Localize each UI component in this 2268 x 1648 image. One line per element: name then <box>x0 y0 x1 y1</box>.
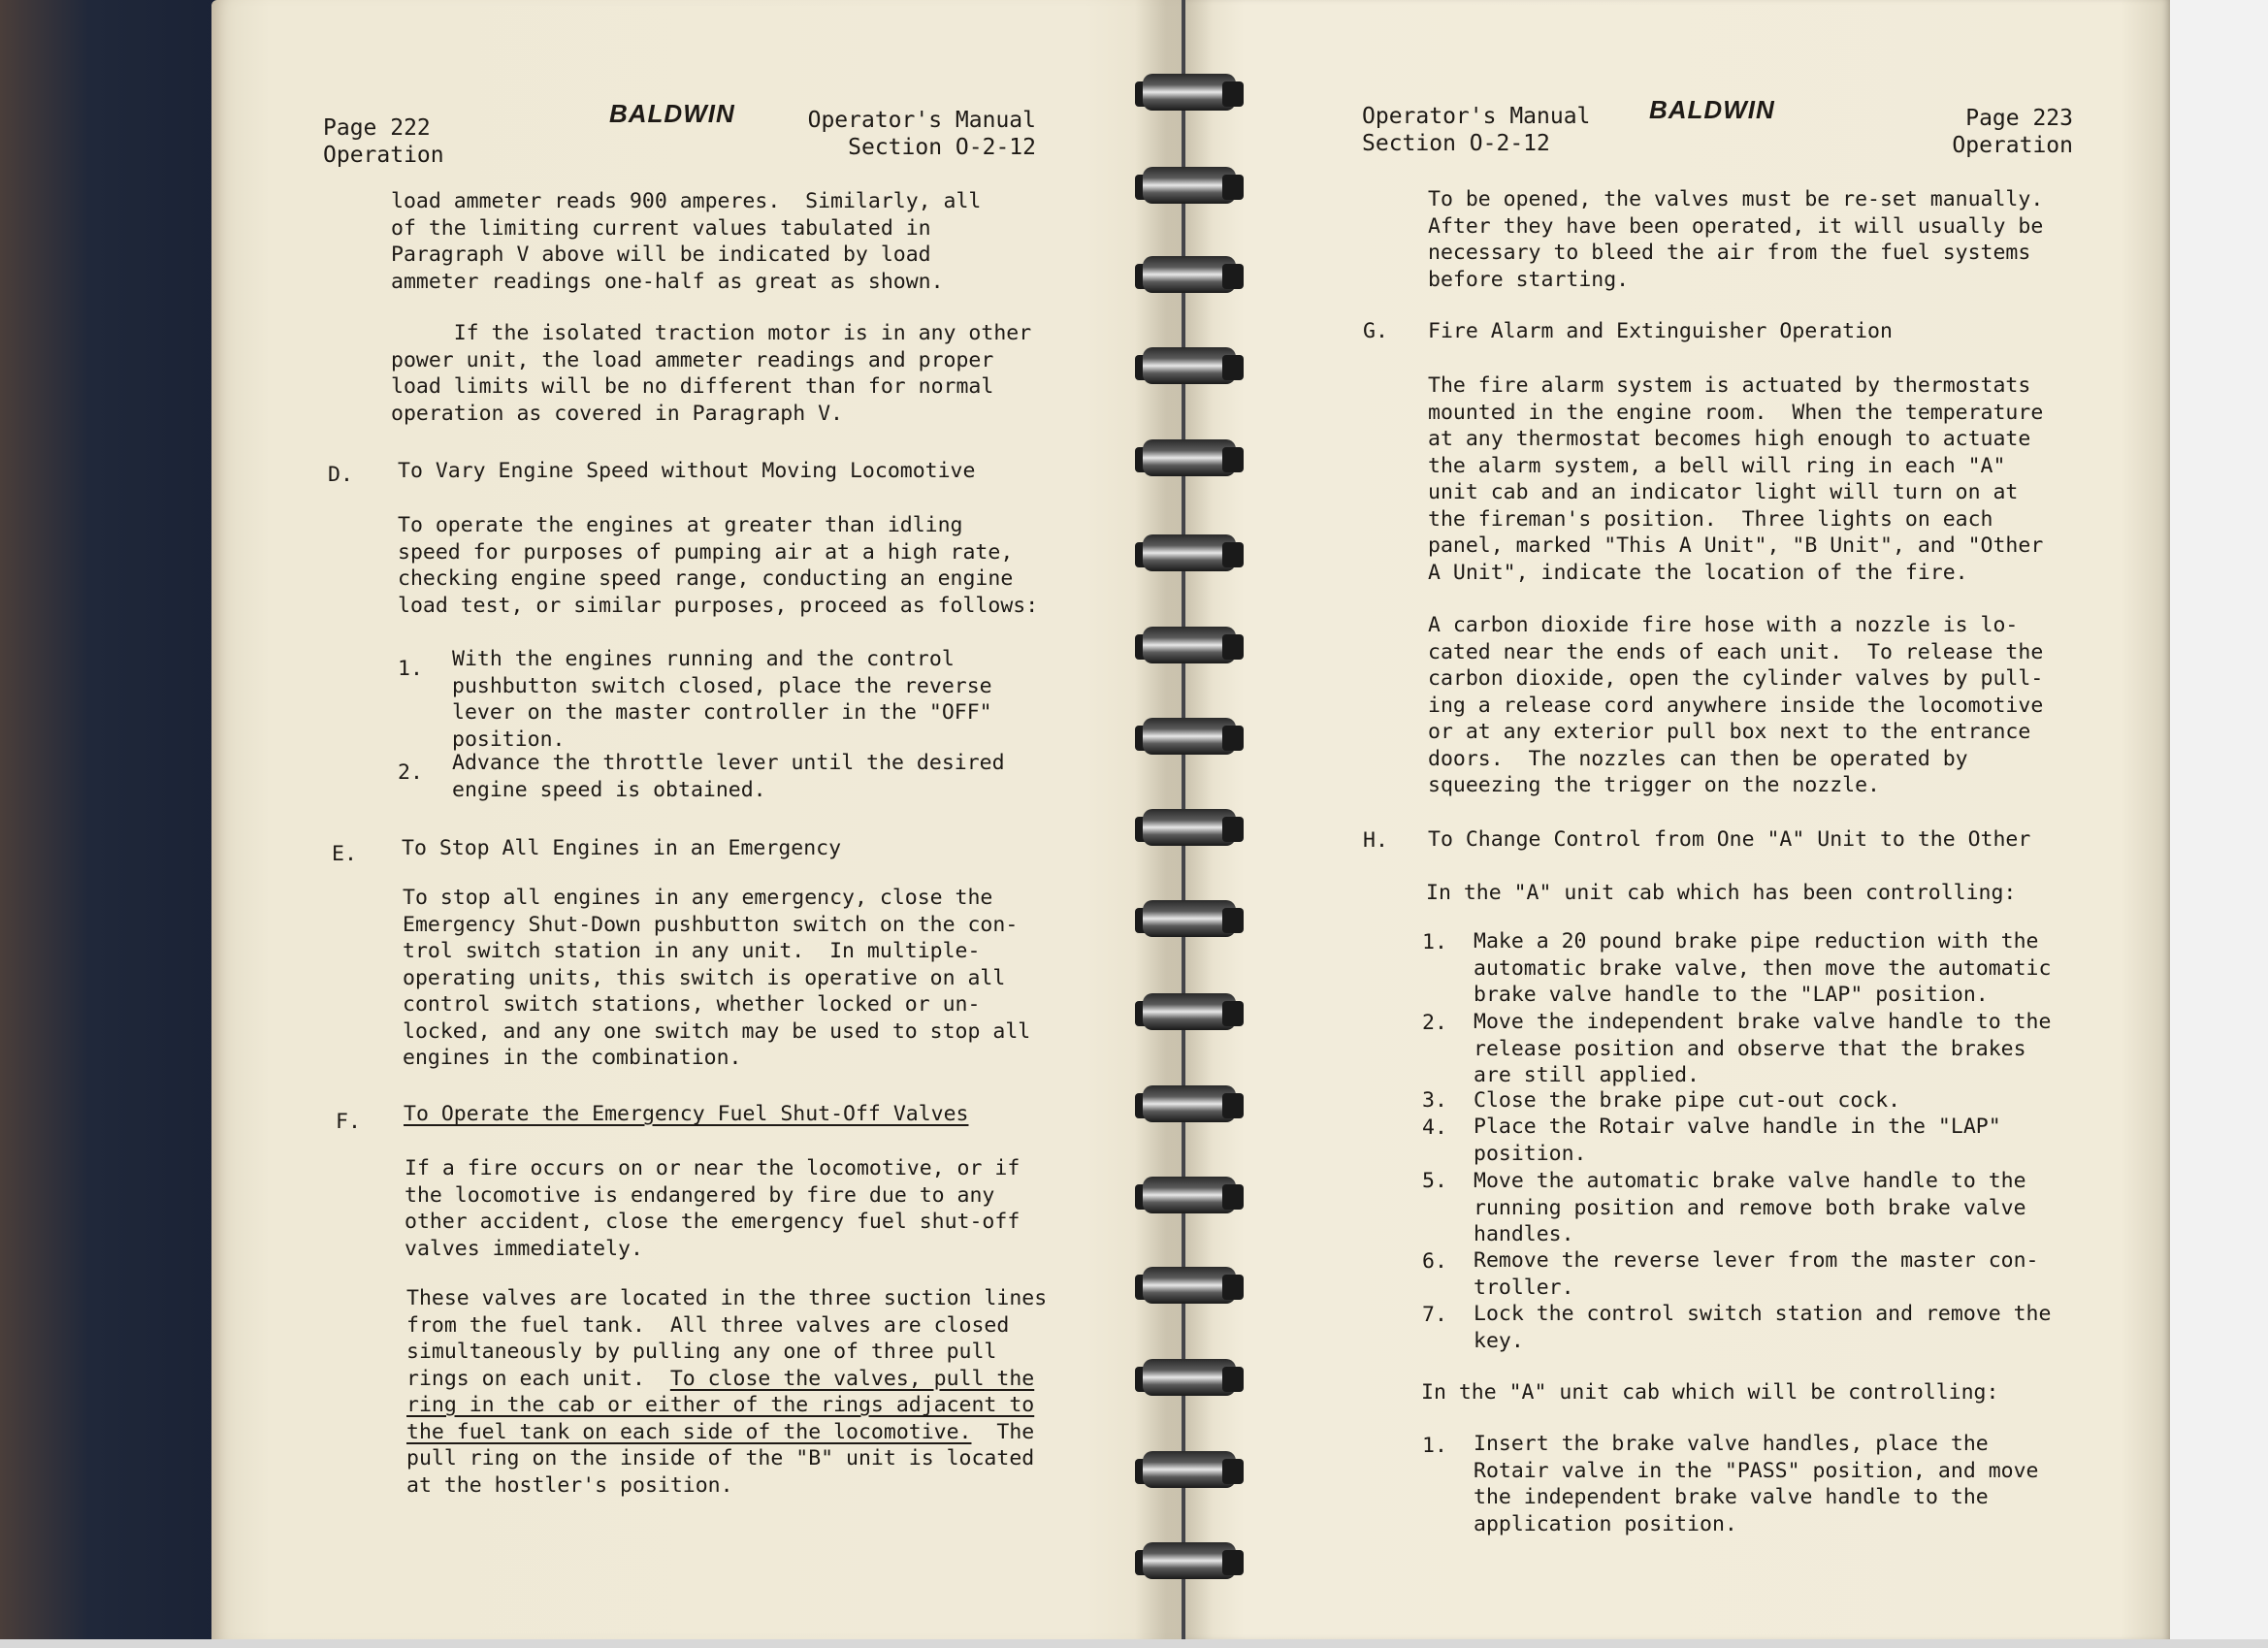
binding-coil-icon <box>1135 1536 1244 1587</box>
list-item: Close the brake pipe cut-out cock. <box>1474 1088 1901 1113</box>
background-right <box>2159 0 2268 1648</box>
list-number: 2. <box>1422 1011 1447 1035</box>
binding-coil-icon <box>1135 161 1244 211</box>
binding-coil-icon <box>1135 529 1244 579</box>
paragraph-text: These valves are located in the three suction lines from the fuel tank. All three valves are closed simultaneously by pulling any one of three pull rings on each unit. <box>406 1286 1048 1391</box>
list-item: Remove the reverse lever from the master con- troller. <box>1474 1248 2039 1300</box>
list-item: Make a 20 pound brake pipe reduction with the automatic brake valve, then move the automatic brake valve handle to the "LAP" position. <box>1474 929 2052 1007</box>
list-item: Lock the control switch station and remove the key. <box>1474 1302 2052 1353</box>
binding-coil-icon <box>1135 1261 1244 1311</box>
paragraph: To operate the engines at greater than idling speed for purposes of pumping air at a high rate, checking engine speed range, conducting an engine load test, or similar purposes, proceed as follows: <box>398 513 1039 618</box>
list-number: 1. <box>1422 930 1447 954</box>
section-name: Operation <box>1952 133 2073 158</box>
background-left <box>0 0 223 1648</box>
underlined-text: To close the valves, pull the <box>669 1366 1035 1391</box>
section-name: Operation <box>323 143 444 168</box>
brand-logo-text: BALDWIN <box>1649 95 1775 124</box>
list-item: Advance the throttle lever until the desired engine speed is obtained. <box>452 751 1005 802</box>
brand-logo-text: BALDWIN <box>609 99 735 128</box>
instruction-line: In the "A" unit cab which will be controlling: <box>1421 1380 1999 1405</box>
page-number: Page 223 <box>1965 106 2073 131</box>
section-label: D. <box>328 463 353 487</box>
paragraph-text: The <box>971 1419 1035 1444</box>
section-code: Section O-2-12 <box>848 135 1036 160</box>
manual-title: Operator's Manual <box>807 108 1036 133</box>
page-number: Page 222 <box>323 115 431 141</box>
section-label: G. <box>1363 319 1388 343</box>
list-item: Move the automatic brake valve handle to the running position and remove both brake valve handles. <box>1474 1169 2026 1246</box>
instruction-line: In the "A" unit cab which has been controlling: <box>1426 881 2017 905</box>
binding-coil-icon <box>1135 1080 1244 1130</box>
list-number: 5. <box>1422 1169 1447 1193</box>
list-number: 1. <box>1422 1434 1447 1458</box>
list-number: 3. <box>1422 1088 1447 1113</box>
binding-coil-icon <box>1135 434 1244 484</box>
paragraph <box>406 1285 1047 1499</box>
section-heading: To Vary Engine Speed without Moving Locomotive <box>398 459 976 483</box>
right-page <box>1185 0 2170 1639</box>
paragraph: If the isolated traction motor is in any other power unit, the load ammeter readings and proper load limits will be no different than for normal operation as covered in Paragraph V. <box>391 321 1032 426</box>
section-heading: To Stop All Engines in an Emergency <box>402 836 842 860</box>
paragraph-text: pull ring on the inside of the "B" unit is located at the hostler's position. <box>406 1446 1035 1498</box>
list-item: Move the independent brake valve handle to the release position and observe that the brakes are still applied. <box>1474 1010 2052 1087</box>
list-number: 7. <box>1422 1303 1447 1327</box>
binding-coil-icon <box>1135 803 1244 854</box>
paragraph: A carbon dioxide fire hose with a nozzle is lo- cated near the ends of each unit. To release the carbon dioxide, open the cylinder valves by pull- ing a release cord anywhere inside the locomotive or at any exterior pull box next to the entrance doors. The nozzles can then be operated by squeezing the trigger on the nozzle. <box>1428 613 2044 797</box>
list-number: 1. <box>398 657 423 681</box>
binding-coil-icon <box>1135 341 1244 392</box>
section-heading: Fire Alarm and Extinguisher Operation <box>1428 319 1893 343</box>
binding-coil-icon <box>1135 1445 1244 1496</box>
list-number: 2. <box>398 760 423 785</box>
background-bottom <box>0 1639 2268 1648</box>
underlined-text: the fuel tank on each side of the locomotive. <box>406 1419 972 1444</box>
section-label: F. <box>336 1110 361 1134</box>
paragraph: To be opened, the valves must be re-set manually. After they have been operated, it will usually be necessary to bleed the air from the fuel systems before starting. <box>1428 187 2044 292</box>
paragraph: To stop all engines in any emergency, close the Emergency Shut-Down pushbutton switch on the con- trol switch station in any unit. In multiple- operating units, this switch is operative on all control switch stations, whether locked or un- locked, and any one switch may be used to stop all engines in the combination. <box>403 886 1031 1070</box>
manual-title: Operator's Manual <box>1362 104 1591 129</box>
paragraph: If a fire occurs on or near the locomotive, or if the locomotive is endangered by fire due to any other accident, close the emergency fuel shut-off valves immediately. <box>405 1156 1021 1261</box>
section-label: H. <box>1363 828 1388 853</box>
paragraph: load ammeter reads 900 amperes. Similarly, all of the limiting current values tabulated in Paragraph V above will be indicated by load ammeter readings one-half as great as shown. <box>391 189 982 294</box>
section-heading: To Operate the Emergency Fuel Shut-Off Valves <box>404 1102 969 1126</box>
underlined-text: ring in the cab or either of the rings adjacent to <box>406 1393 1035 1417</box>
binding-coil-icon <box>1135 621 1244 671</box>
paragraph: The fire alarm system is actuated by thermostats mounted in the engine room. When the temperature at any thermostat becomes high enough to actuate the alarm system, a bell will ring in each "A" unit cab and an indicator light will turn on at the fireman's position. Three lights on each panel, marked "This A Unit", "B Unit", and "Other A Unit", indicate the location of the fire. <box>1428 373 2044 585</box>
list-number: 4. <box>1422 1115 1447 1140</box>
binding-coil-icon <box>1135 1353 1244 1404</box>
binding-coil-icon <box>1135 894 1244 945</box>
list-item: Place the Rotair valve handle in the "LAP" position. <box>1474 1115 2001 1166</box>
section-label: E. <box>332 842 357 866</box>
section-code: Section O-2-12 <box>1362 131 1550 156</box>
binding-coil-icon <box>1135 250 1244 301</box>
binding-coil-icon <box>1135 987 1244 1038</box>
list-item: With the engines running and the control pushbutton switch closed, place the reverse lever on the master controller in the "OFF" position. <box>452 647 992 752</box>
list-number: 6. <box>1422 1249 1447 1274</box>
binding-coil-icon <box>1135 68 1244 118</box>
section-heading: To Change Control from One "A" Unit to the Other <box>1428 827 2031 852</box>
list-item: Insert the brake valve handles, place the Rotair valve in the "PASS" position, and move the independent brake valve handle to the application position. <box>1474 1432 2039 1536</box>
binding-coil-icon <box>1135 712 1244 762</box>
binding-coil-icon <box>1135 1171 1244 1221</box>
left-page <box>211 0 1182 1639</box>
